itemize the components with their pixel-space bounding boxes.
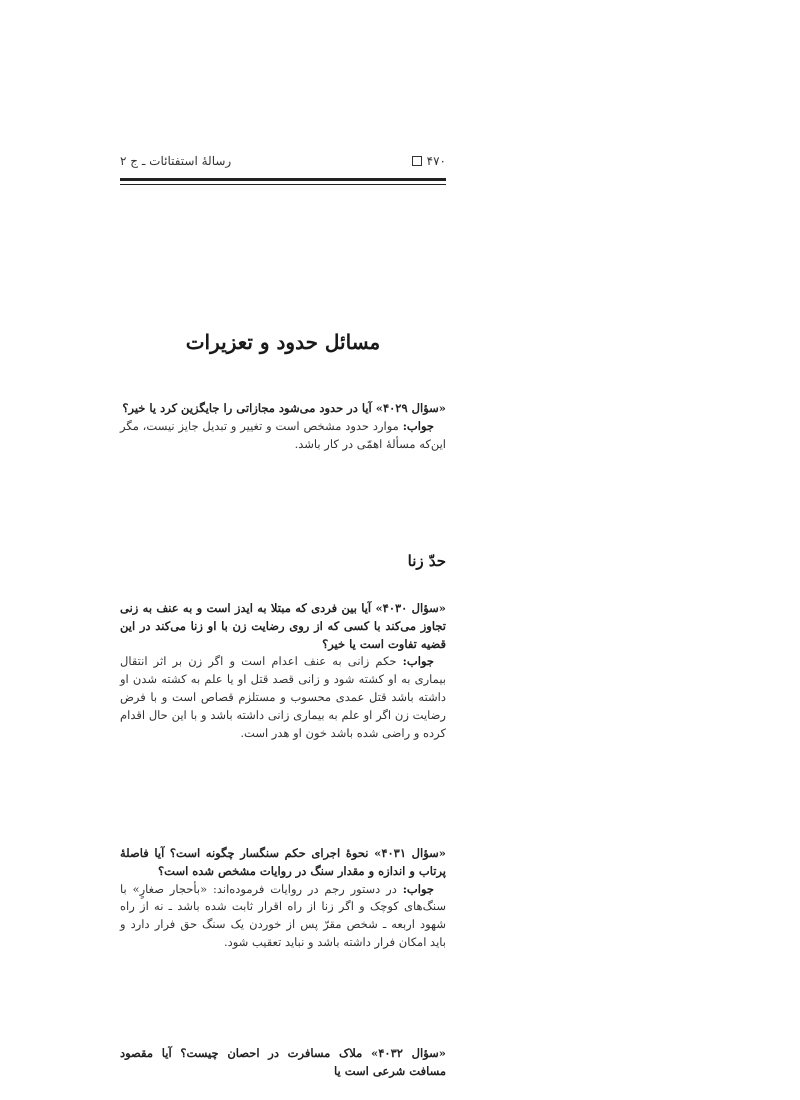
chapter-title: مسائل حدود و تعزیرات [185, 330, 381, 354]
qa-item [120, 1045, 446, 1081]
book-title: رسالهٔ استفتائات ـ ج ۲ [120, 154, 232, 168]
header-rule-thin [120, 184, 446, 185]
question-text: «سؤال ۴۰۳۲» ملاک مسافرت در احصان چیست؟ آیا مقصود مسافت شرعی است یا [120, 1046, 446, 1078]
page-number-group [412, 154, 446, 168]
question-text: «سؤال ۴۰۲۹» آیا در حدود می‌شود مجازاتی را جایگزین کرد یا خیر؟ [122, 401, 446, 415]
answer-label: جواب: [402, 418, 435, 433]
qa-item [120, 600, 446, 743]
page-number: ۴۷۰ [426, 154, 446, 168]
answer-paragraph [120, 418, 446, 454]
answer-paragraph [120, 881, 446, 952]
question-text: «سؤال ۴۰۳۱» نحوهٔ اجرای حکم سنگسار چگونه است؟ آیا فاصلهٔ پرتاب و اندازه و مقدار سنگ در روایات مشخص شده است؟ [120, 846, 446, 878]
answer-text: حکم زانی به عنف اعدام است و اگر زن بر اثر انتقال بیماری به او کشته شود و زانی قصد قتل او یا علم به کشته شدن او داشته باشد قتل عمدی محسوب و مستلزم قصاص است و با فرض رضایت زن اگر او علم به بیماری زانی داشته باشد و با این حال اقدام کرده و راضی شده باشد خون او هدر است. [120, 654, 446, 740]
qa-item [120, 845, 446, 952]
section-heading: حدّ زنا [407, 552, 446, 570]
answer-label: جواب: [402, 654, 434, 669]
answer-label: جواب: [402, 881, 435, 896]
question-text: «سؤال ۴۰۳۰» آیا بین فردی که مبتلا به ایدز است و به عنف به زنی تجاوز می‌کند با کسی که از روی رضایت زن با او زنا می‌کند در این قضیه تفاوت است یا خیر؟ [120, 601, 446, 651]
document-page [120, 0, 446, 1100]
answer-paragraph [120, 653, 446, 742]
square-marker-icon [412, 156, 422, 166]
answer-text: در دستور رجم در روایات فرموده‌اند: «بأحجار صغارٍ» با سنگ‌های کوچک و اگر زنا از راه اقرار ثابت شده باشد ـ نه از راه شهود اربعه ـ شخص مقرّ پس از خوردن یک سنگ حق فرار دارد و باید امکان فرار داشته باشد و نباید تعقیب شود. [120, 881, 446, 950]
header-rule-thick [120, 178, 446, 181]
qa-item [120, 400, 446, 453]
running-header [120, 150, 446, 172]
answer-text: موارد حدود مشخص است و تغییر و تبدیل جایز نیست، مگر این‌که مسألهٔ اهمّی در کار باشد. [120, 418, 446, 451]
